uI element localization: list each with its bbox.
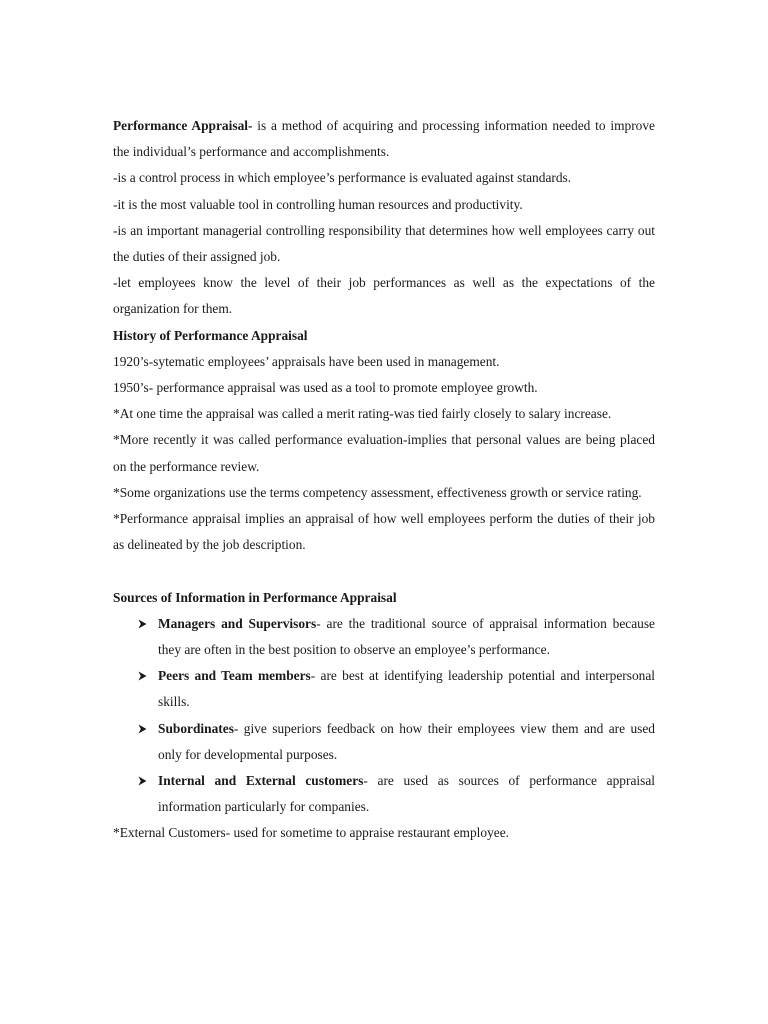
source-text: - are used as sources of performance appraisal information particularly for companies.: [158, 773, 655, 815]
list-item: [113, 768, 655, 820]
source-text: - are best at identifying leadership potential and interpersonal skills.: [158, 668, 656, 710]
sources-heading: Sources of Information in Performance Appraisal: [113, 589, 397, 605]
list-item: [113, 611, 655, 663]
intro-point: -let employees know the level of their job performances as well as the expectations of the organization for them.: [113, 275, 655, 317]
history-heading: History of Performance Appraisal: [113, 327, 308, 343]
intro-point: -is an important managerial controlling responsibility that determines how well employees carry out the duties of their assigned job.: [113, 222, 655, 265]
history-item: *Performance appraisal implies an appraisal of how well employees perform the duties of their job as delineated by the job description.: [113, 511, 655, 553]
list-item: [113, 716, 655, 768]
source-term: Internal and External customers: [158, 773, 364, 789]
sources-list: [113, 611, 655, 821]
source-text: - give superiors feedback on how their employees view them and are used only for developmental purposes.: [158, 720, 655, 762]
source-term: Peers and Team members: [158, 668, 311, 684]
intro-point: -is a control process in which employee’s performance is evaluated against standards.: [113, 170, 572, 186]
history-item: *More recently it was called performance evaluation-implies that personal values are being placed on the performance review.: [113, 432, 655, 474]
document-page: [113, 113, 655, 847]
intro-point: -it is the most valuable tool in controlling human resources and productivity.: [113, 196, 523, 212]
arrowhead-bullet-icon: [135, 768, 149, 794]
sources-note: *External Customers- used for sometime to appraise restaurant employee.: [113, 825, 510, 841]
arrowhead-bullet-icon: [135, 716, 149, 742]
history-item: 1950’s- performance appraisal was used as a tool to promote employee growth.: [113, 380, 538, 396]
intro-definition: [113, 113, 655, 165]
source-term: Managers and Supervisors: [158, 615, 317, 631]
section-spacer: [113, 558, 655, 584]
arrowhead-bullet-icon: [135, 611, 149, 637]
arrowhead-bullet-icon: [135, 663, 149, 689]
history-item: *Some organizations use the terms competency assessment, effectiveness growth or service rating.: [113, 484, 642, 500]
intro-term: Performance Appraisal-: [113, 118, 253, 133]
source-text: - are the traditional source of appraisal information because they are often in the best position to observe an employee’s performance.: [158, 615, 656, 658]
list-item: [113, 663, 655, 715]
intro-definition-text: is a method of acquiring and processing information needed to improve the individual’s performance and accomplishments.: [113, 118, 656, 160]
history-item: *At one time the appraisal was called a merit rating-was tied fairly closely to salary increase.: [113, 406, 612, 422]
source-term: Subordinates: [158, 720, 234, 736]
history-item: 1920’s-sytematic employees’ appraisals have been used in management.: [113, 353, 500, 369]
